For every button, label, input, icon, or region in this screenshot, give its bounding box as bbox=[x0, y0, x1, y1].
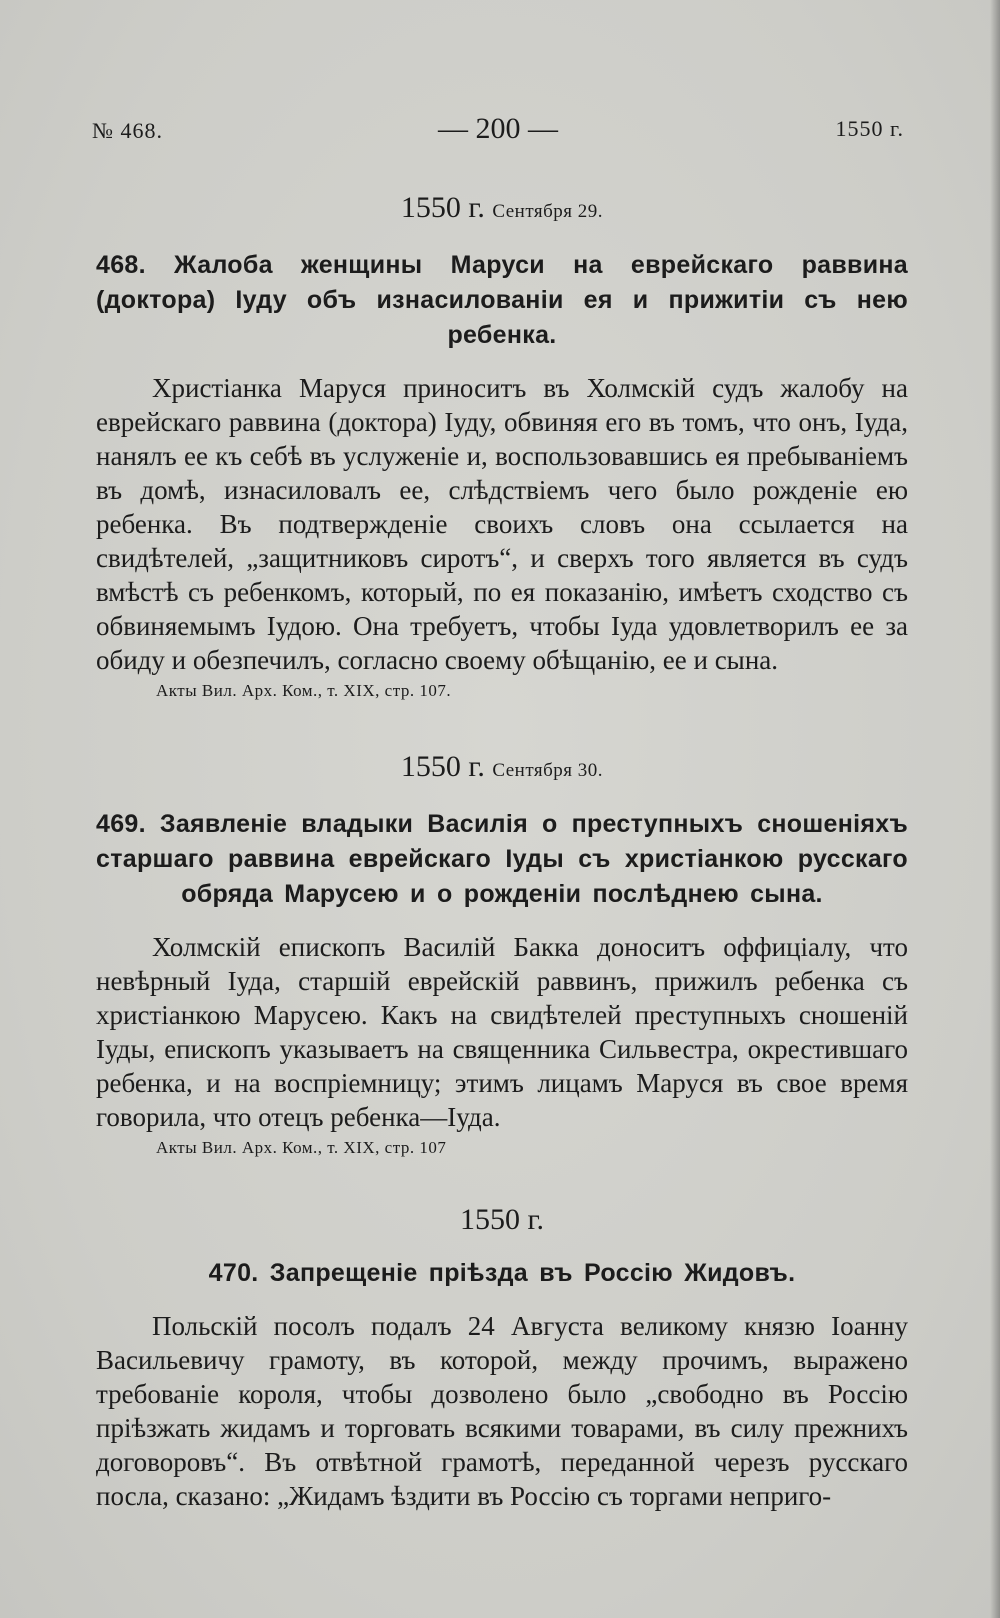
entry-470 bbox=[96, 1202, 908, 1513]
entry-date-year: 1550 г. bbox=[460, 1203, 544, 1236]
page-edge-shadow bbox=[990, 0, 1000, 1618]
entry-date bbox=[96, 190, 908, 230]
document-number: № 468. bbox=[92, 118, 163, 143]
entry-date bbox=[96, 1202, 908, 1238]
entry-468 bbox=[96, 190, 908, 701]
entry-date-month: Сентября 29. bbox=[492, 201, 604, 222]
entry-heading: 470. Запрещеніе пріѣзда въ Россію Жидовъ. bbox=[208, 1259, 796, 1287]
running-year: 1550 г. bbox=[835, 116, 904, 141]
entry-heading: 468. Жалоба женщины Маруси на еврейскаго раввина (доктора) Іуду объ изнасилованіи ея и прижитіи съ нею ребенка. bbox=[96, 251, 908, 349]
entry-body: Польскій посолъ подалъ 24 Августа великому князю Іоанну Васильевичу грамоту, въ которой, между прочимъ, выражено требованіе короля, чтобы дозволено было „свободно въ Россію пріѣзжать жидамъ и торговать всякими товарами, въ силу прежнихъ договоровъ“. Въ отвѣтной грамотѣ, переданной черезъ русскаго посла, сказано: „Жидамъ ѣздити въ Россію съ торгами неприго- bbox=[96, 1311, 908, 1511]
entry-469 bbox=[96, 749, 908, 1158]
running-head bbox=[92, 112, 904, 152]
entry-heading: 469. Заявленіе владыки Василія о преступныхъ сношеніяхъ старшаго раввина еврейскаго Іуды съ христіанкою русскаго обряда Марусею и о рожденіи послѣднею сына. bbox=[96, 810, 908, 908]
page-content bbox=[96, 190, 908, 1513]
entry-date-year: 1550 г. bbox=[400, 191, 485, 224]
entry-date-year: 1550 г. bbox=[400, 750, 485, 783]
entry-source: Акты Вил. Арх. Ком., т. XIX, стр. 107. bbox=[156, 681, 452, 700]
entry-date bbox=[96, 749, 908, 789]
entry-body: Христіанка Маруся приноситъ въ Холмскій судъ жалобу на еврейскаго раввина (доктора) Іуду, обвиняя его въ томъ, что онъ, Іуда, нанялъ ее къ себѣ въ услуженіе и, воспользовавшись ея пребываніемъ въ домѣ, изнасиловалъ ее, слѣдствіемъ чего было рожденіе ею ребенка. Въ подтвержденіе своихъ словъ она ссылается на свидѣтелей, „защитниковъ сиротъ“, и сверхъ того является въ судъ вмѣстѣ съ ребенкомъ, который, по ея показанію, имѣетъ сходство съ обвиняемымъ Іудою. Она требуетъ, чтобы Іуда удовлетворилъ ее за обиду и обезпечилъ, согласно своему обѣщанію, ее и сына. bbox=[96, 373, 908, 675]
entry-date-month: Сентября 30. bbox=[492, 760, 604, 781]
entry-body: Холмскій епископъ Василій Бакка доноситъ оффиціалу, что невѣрный Іуда, старшій еврейскій раввинъ, прижилъ ребенка съ христіанкою Марусею. Какъ на свидѣтелей преступныхъ сношеній Іуды, епископъ указываетъ на священника Сильвестра, окрестившаго ребенка, и на воспріемницу; этимъ лицамъ Маруся въ свое время говорила, что отецъ ребенка—Іуда. bbox=[96, 932, 908, 1132]
page-number: — 200 — bbox=[438, 112, 558, 145]
entry-source: Акты Вил. Арх. Ком., т. XIX, стр. 107 bbox=[156, 1138, 447, 1157]
